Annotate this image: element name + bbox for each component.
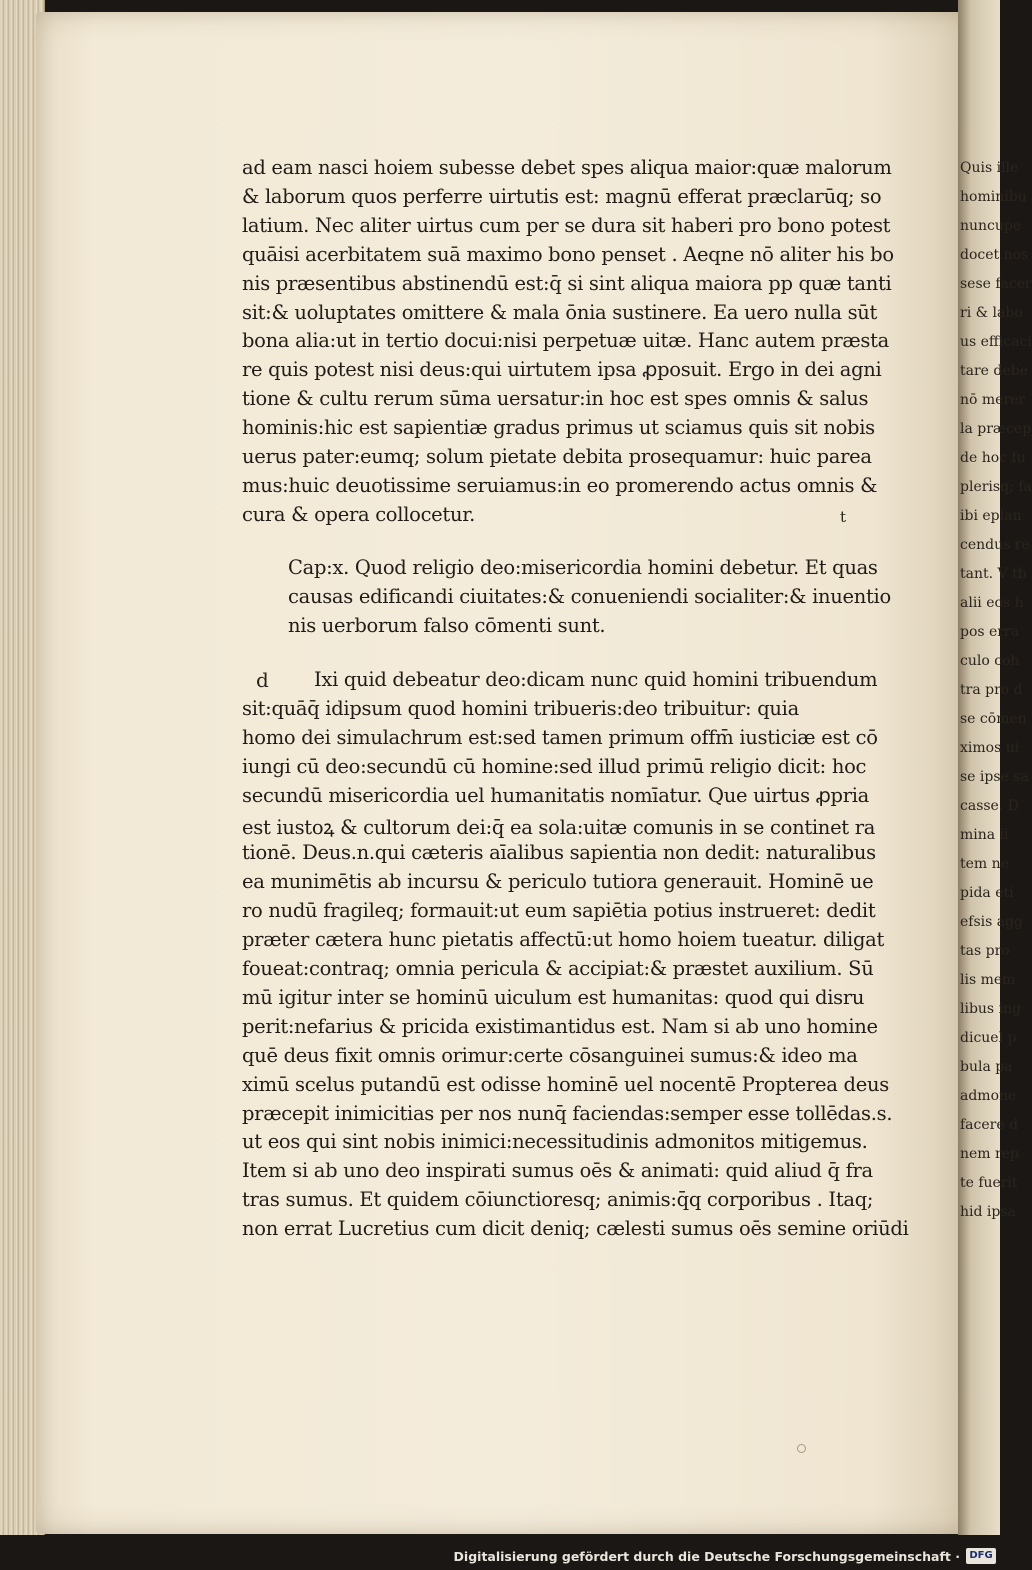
chapter-heading-line: causas edificandi ciuitates:& conueniendi socialiter:& inuentio <box>288 584 891 608</box>
text-line: ad eam nasci hoiem subesse debet spes aliqua maior:quæ malorum <box>242 156 892 179</box>
facing-page-text-fragment: docet nos <box>960 247 1029 263</box>
text-line: bona alia:ut in tertio docui:nisi perpetuæ uitæ. Hanc autem præsta <box>242 329 889 353</box>
facing-page-text-fragment: tant. V tb <box>960 566 1027 582</box>
facing-page-text-fragment: lis mem <box>960 972 1016 988</box>
text-line: & laborum quos perferre uirtutis est: magnū efferat præclarūq; so <box>242 184 882 208</box>
facing-page-text-fragment: de hoc fu <box>960 450 1026 466</box>
facing-page-text-fragment: culo coh <box>960 653 1020 669</box>
text-line: Item si ab uno deo inspirati sumus oēs & animati: quid aliud q̄ fra <box>242 1159 873 1183</box>
facing-page-text-fragment: se ipse sa <box>960 769 1029 785</box>
text-line: quāisi acerbitatem suā maximo bono penset . Aeqne nō aliter his bo <box>242 242 894 266</box>
text-line: ro nudū fragileq; formauit:ut eum sapiētia potius instrueret: dedit <box>242 899 876 923</box>
facing-page-text-fragment: Quis ille <box>960 160 1019 176</box>
text-line: perit:nefarius & pricida existimantidus est. Nam si ab uno homine <box>242 1014 878 1038</box>
margin-mark: t <box>840 508 847 526</box>
facing-page <box>958 0 1032 1535</box>
text-line: quē deus fixit omnis orimur:certe cōsanguinei sumus:& ideo ma <box>242 1043 858 1067</box>
text-line: latium. Nec aliter uirtus cum per se dura sit haberi pro bono potest <box>242 213 891 237</box>
facing-page-text-fragment: la præcep <box>960 421 1032 437</box>
facing-page-text-fragment: admone <box>960 1088 1017 1104</box>
facing-page-text-fragment: te fuerit <box>960 1175 1018 1191</box>
facing-page-text-fragment: alii eos h <box>960 595 1024 611</box>
text-line: cura & opera collocetur. <box>242 502 475 526</box>
facing-page-text-fragment: plerisq; fa <box>960 479 1032 495</box>
facing-page-text-fragment: se cōmen <box>960 711 1027 727</box>
dfg-logo: DFG <box>966 1548 996 1564</box>
facing-page-text-fragment: tas pro <box>960 943 1010 959</box>
text-line: tionē. Deus.n.qui cæteris aīalibus sapientia non dedit: naturalibus <box>242 841 876 865</box>
text-line: homo dei simulachrum est:sed tamen primum offm̄ iusticiæ est cō <box>242 725 878 749</box>
facing-page-text-fragment: mina ii <box>960 827 1009 843</box>
text-line: mus:huic deuotissime seruiamus:in eo promerendo actus omnis & <box>242 473 878 497</box>
paper-spot <box>797 1444 806 1453</box>
facing-page-text-fragment: tra pro d <box>960 682 1023 698</box>
text-line: præter cætera hunc pietatis affectū:ut homo hoiem tueatur. diligat <box>242 928 885 952</box>
text-line: secundū misericordia uel humanitatis nomīatur. Que uirtus ꝓpria <box>242 783 869 807</box>
text-line: ut eos qui sint nobis inimici:necessitudinis admonitos mitigemus. <box>242 1130 868 1154</box>
facing-page-text-fragment: pos erra <box>960 624 1020 640</box>
chapter-heading-line: nis uerborum falso cōmenti sunt. <box>288 613 606 637</box>
text-line: ea munimētis ab incursu & periculo tutiora generauit. Hominē ue <box>242 870 874 894</box>
footer-bar <box>0 1544 1000 1570</box>
chapter-heading-line: Cap:x. Quod religio deo:misericordia homini debetur. Et quas <box>288 556 878 579</box>
facing-page-text-fragment: pida eti <box>960 885 1014 901</box>
facing-page-text-fragment: us efficaci <box>960 334 1032 350</box>
text-line: non errat Lucretius cum dicit deniq; cælesti sumus oēs semine oriūdi <box>242 1217 909 1241</box>
facing-page-text-fragment: nem rep <box>960 1146 1019 1162</box>
text-line: uerus pater:eumq; solum pietate debita prosequamur: huic parea <box>242 445 872 468</box>
text-line: sit:& uoluptates omittere & mala ōnia sustinere. Ea uero nulla sūt <box>242 300 878 324</box>
facing-page-text-fragment: casse. D <box>960 798 1019 814</box>
text-line: hominis:hic est sapientiæ gradus primus ut sciamus quis sit nobis <box>242 416 875 440</box>
facing-page-text-fragment: ximos ui <box>960 740 1020 756</box>
facing-page-text-fragment: tem ne <box>960 856 1009 872</box>
text-line: foueat:contraq; omnia pericula & accipiat:& præstet auxilium. Sū <box>242 957 874 980</box>
facing-page-text-fragment: nuncupe <box>960 218 1022 234</box>
facing-page-text-fragment: bula pa <box>960 1059 1013 1075</box>
funding-credit: Digitalisierung gefördert durch die Deutsche Forschungsgemeinschaft · <box>453 1549 960 1564</box>
text-line: tione & cultu rerum sūma uersatur:in hoc est spes omnis & salus <box>242 387 869 411</box>
text-line: tras sumus. Et quidem cōiunctioresq; animis:q̄q corporibus . Itaq; <box>242 1188 874 1212</box>
text-line: ximū scelus putandū est odisse hominē uel nocentē Propterea deus <box>242 1072 889 1096</box>
text-line: est iustoꝝ & cultorum dei:q̄ ea sola:uitæ comunis in se continet ra <box>242 815 876 839</box>
facing-page-text-fragment: tare debe <box>960 363 1028 379</box>
facing-page-text-fragment: ri & labo <box>960 305 1023 321</box>
facing-page-text-fragment: hid ipsa <box>960 1204 1016 1220</box>
facing-page-text-fragment: dicuel p <box>960 1030 1017 1046</box>
text-line: re quis potest nisi deus:qui uirtutem ipsa ꝓposuit. Ergo in dei agni <box>242 358 882 382</box>
text-line: nis præsentibus abstinendū est:q̄ si sint aliqua maiora pp quæ tanti <box>242 271 892 295</box>
facing-page-text-fragment: libus ing <box>960 1001 1022 1017</box>
facing-page-text-fragment: facere d <box>960 1117 1019 1133</box>
text-line: mū igitur inter se hominū uiculum est humanitas: quod qui disru <box>242 985 865 1009</box>
text-line: iungi cū deo:secundū cū homine:sed illud primū religio dicit: hoc <box>242 754 867 778</box>
text-line: Ixi quid debeatur deo:dicam nunc quid homini tribuendum <box>314 668 878 691</box>
facing-page-text-fragment: ibi eplan <box>960 508 1022 524</box>
guide-letter: d <box>256 668 269 692</box>
facing-page-text-fragment: efsis agg <box>960 914 1024 930</box>
facing-page-text-fragment: hominibu <box>960 189 1027 205</box>
text-line: sit:quāq̄ idipsum quod homini tribueris:deo tribuitur: quia <box>242 696 799 720</box>
facing-page-text-fragment: cendus re <box>960 537 1030 553</box>
facing-page-text-fragment: sese facer <box>960 276 1032 292</box>
facing-page-text-fragment: nō merer <box>960 392 1026 408</box>
text-line: præcepit inimicitias per nos nunq̄ faciendas:semper esse tollēdas.s. <box>242 1101 893 1125</box>
